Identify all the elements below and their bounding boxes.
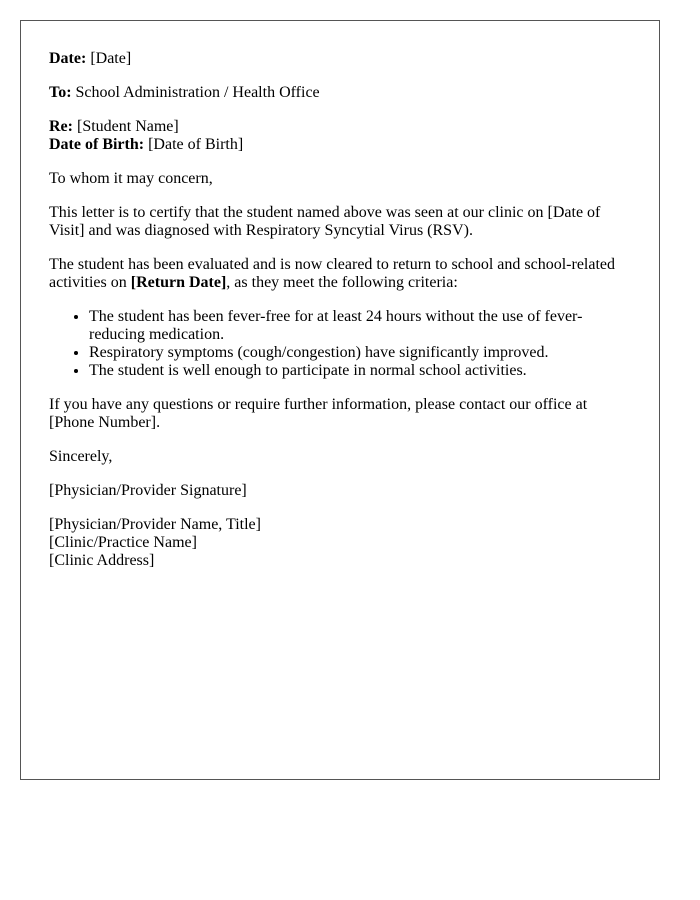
criteria-item: • Respiratory symptoms (cough/congestion) have significantly improved. bbox=[89, 344, 617, 362]
certification-paragraph: This letter is to certify that the student named above was seen at our clinic on [Date of Visit] and was diagnosed with Respiratory Syncytial Virus (RSV). bbox=[49, 204, 601, 239]
signature-placeholder: [Physician/Provider Signature] bbox=[49, 482, 247, 499]
return-date: [Return Date] bbox=[130, 274, 227, 291]
clearance-text-start: The student has been evaluated and is now cleared to return to school and school-related activities on bbox=[49, 256, 616, 291]
clinic-name: [Clinic/Practice Name] bbox=[49, 534, 197, 551]
closing: Sincerely, bbox=[49, 448, 113, 465]
contact-paragraph: If you have any questions or require further information, please contact our office at [Phone Number]. bbox=[49, 396, 588, 431]
criteria-item: • The student is well enough to participate in normal school activities. bbox=[89, 362, 617, 380]
clinic-address: [Clinic Address] bbox=[49, 552, 155, 569]
criteria-list bbox=[49, 308, 617, 380]
to-line bbox=[49, 84, 617, 102]
re-line bbox=[49, 118, 617, 136]
to-value: School Administration / Health Office bbox=[75, 84, 320, 101]
date-label: Date: bbox=[49, 50, 87, 67]
letter-content bbox=[49, 50, 617, 570]
dob-label: Date of Birth: bbox=[49, 136, 145, 153]
provider-name-title: [Physician/Provider Name, Title] bbox=[49, 516, 261, 533]
re-value: [Student Name] bbox=[76, 118, 179, 135]
salutation: To whom it may concern, bbox=[49, 170, 213, 187]
date-line bbox=[49, 50, 617, 68]
re-label: Re: bbox=[49, 118, 73, 135]
to-label: To: bbox=[49, 84, 72, 101]
clearance-paragraph bbox=[49, 256, 617, 292]
dob-value: [Date of Birth] bbox=[148, 136, 244, 153]
dob-line bbox=[49, 136, 617, 154]
date-value: [Date] bbox=[90, 50, 132, 67]
letter-page bbox=[20, 20, 660, 780]
criteria-item: • The student has been fever-free for at least 24 hours without the use of fever-reducing medication. bbox=[89, 308, 617, 344]
clearance-text-end: , as they meet the following criteria: bbox=[226, 274, 458, 291]
